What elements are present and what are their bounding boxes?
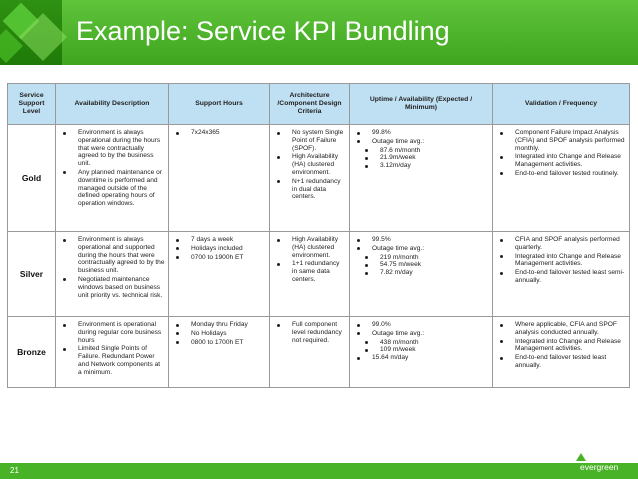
list-item: Environment is operational during regular core business hours <box>59 321 165 344</box>
list-item: 7x24x365 <box>172 129 266 137</box>
list-item: End-to-end failover tested least annually. <box>496 354 626 370</box>
uptime-cell <box>350 317 493 388</box>
validation-cell <box>493 125 630 232</box>
level-silver: Silver <box>8 232 56 317</box>
table-header-row <box>8 84 630 125</box>
list-item: End-to-end failover tested least semi-annually. <box>496 269 626 285</box>
availability-cell <box>56 232 169 317</box>
list-item: Limited Single Points of Failure. Redundant Power and Network components at a minimum. <box>59 345 165 376</box>
list-item: No Holidays <box>172 330 266 338</box>
list-item: 109 m/week <box>353 346 489 354</box>
list-item: 54.75 m/week <box>353 261 489 269</box>
table-row-silver <box>8 232 630 317</box>
level-bronze: Bronze <box>8 317 56 388</box>
architecture-cell <box>270 317 350 388</box>
level-gold: Gold <box>8 125 56 232</box>
list-item: High Availability (HA) clustered environment. <box>273 236 346 259</box>
table-row-gold <box>8 125 630 232</box>
uptime-cell <box>350 232 493 317</box>
list-item: No system Single Point of Failure (SPOF). <box>273 129 346 152</box>
list-item: N+1 redundancy in dual data centers. <box>273 178 346 201</box>
list-item: Where applicable, CFIA and SPOF analysis conducted annually. <box>496 321 626 337</box>
uptime-cell <box>350 125 493 232</box>
page-number: 21 <box>10 466 19 475</box>
list-item: Holidays included <box>172 245 266 253</box>
list-item: Environment is always operational during the hours that were contractually agreed to by the business unit. <box>59 129 165 168</box>
list-item: 0700 to 1900h ET <box>172 254 266 262</box>
list-item: CFIA and SPOF analysis performed quarterly. <box>496 236 626 252</box>
list-item: 15.64 m/day <box>353 354 489 362</box>
header-support-hours: Support Hours <box>169 84 270 125</box>
decorative-squares <box>0 0 62 65</box>
header-service-level: Service Support Level <box>8 84 56 125</box>
header-availability: Availability Description <box>56 84 169 125</box>
list-item: Outage time avg.: <box>353 330 489 338</box>
list-item: Integrated into Change and Release Management activities. <box>496 153 626 169</box>
list-item: 87.6 m/month <box>353 147 489 155</box>
header-uptime: Uptime / Availability (Expected / Minimum) <box>350 84 493 125</box>
validation-cell <box>493 232 630 317</box>
architecture-cell <box>270 125 350 232</box>
list-item: Any planned maintenance or downtime is performed and managed outside of the defined operating hours of operation windows. <box>59 169 165 208</box>
list-item: 219 m/month <box>353 254 489 262</box>
list-item: 7 days a week <box>172 236 266 244</box>
title-bar <box>0 0 638 65</box>
header-architecture: Architecture /Component Design Criteria <box>270 84 350 125</box>
architecture-cell <box>270 232 350 317</box>
hours-cell <box>169 232 270 317</box>
list-item: End-to-end failover tested routinely. <box>496 170 626 178</box>
slide-title: Example: Service KPI Bundling <box>76 16 450 46</box>
list-item: Negotiated maintenance windows based on business unit priority vs. technical risk. <box>59 276 165 299</box>
list-item: Component Failure Impact Analysis (CFIA) and SPOF analysis performed monthly. <box>496 129 626 152</box>
list-item: Monday thru Friday <box>172 321 266 329</box>
list-item: Outage time avg.: <box>353 245 489 253</box>
hours-cell <box>169 125 270 232</box>
list-item: Integrated into Change and Release Management activities. <box>496 253 626 269</box>
table-row-bronze <box>8 317 630 388</box>
list-item: 21.9m/week <box>353 154 489 162</box>
header-validation: Validation / Frequency <box>493 84 630 125</box>
list-item: 3.12m/day <box>353 162 489 170</box>
list-item: 438 m/month <box>353 339 489 347</box>
list-item: 99.8% <box>353 129 489 137</box>
availability-cell <box>56 125 169 232</box>
evergreen-tree-icon <box>576 453 586 461</box>
list-item: 7.82 m/day <box>353 269 489 277</box>
list-item: Outage time avg.: <box>353 138 489 146</box>
hours-cell <box>169 317 270 388</box>
list-item: High Availability (HA) clustered environment. <box>273 153 346 176</box>
validation-cell <box>493 317 630 388</box>
list-item: 99.0% <box>353 321 489 329</box>
brand-logo-text: evergreen <box>580 462 619 472</box>
list-item: Integrated into Change and Release Management activities. <box>496 338 626 354</box>
list-item: 1+1 redundancy in same data centers. <box>273 260 346 283</box>
list-item: 99.5% <box>353 236 489 244</box>
footer-bar <box>0 463 638 479</box>
list-item: Full component level redundancy not required. <box>273 321 346 344</box>
availability-cell <box>56 317 169 388</box>
kpi-table <box>7 83 630 388</box>
list-item: Environment is always operational and supported during the hours that were contractually agreed to by the business unit. <box>59 236 165 275</box>
list-item: 0800 to 1700h ET <box>172 339 266 347</box>
